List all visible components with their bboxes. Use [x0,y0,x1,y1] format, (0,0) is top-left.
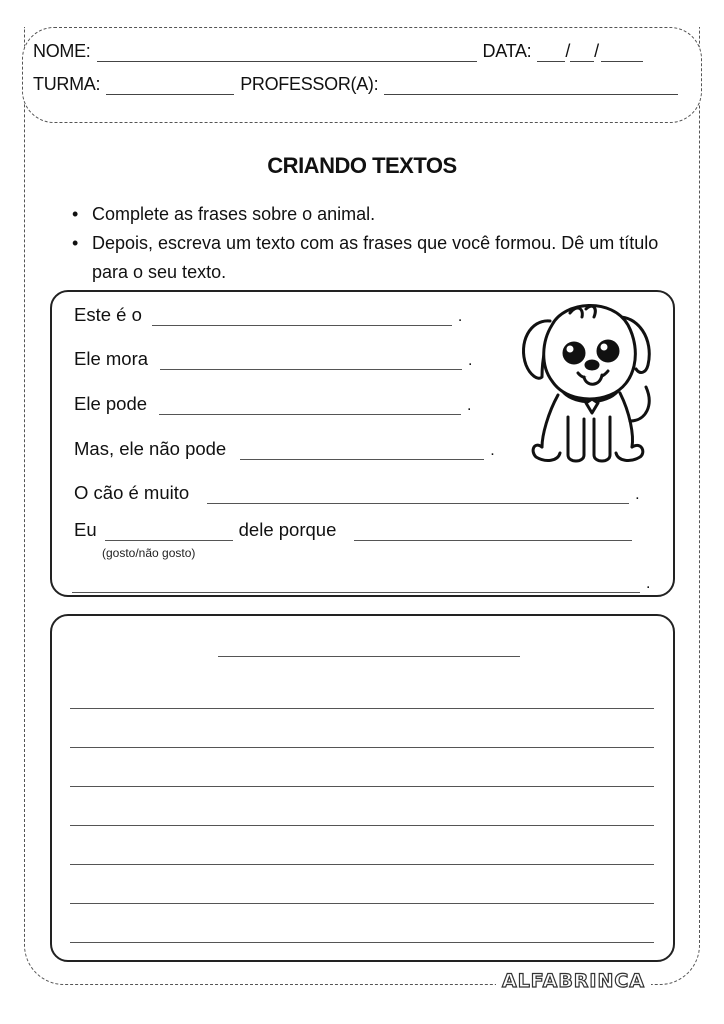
alfabrinca-logo: ALFABRINCA [496,970,651,992]
writing-line[interactable] [70,903,654,904]
like-answer-line[interactable] [105,522,233,541]
writing-line[interactable] [70,786,654,787]
answer-line[interactable] [72,574,640,593]
writing-box [50,614,675,962]
sentence-row [74,304,462,326]
sentence-prefix: Este é o [74,304,142,325]
writing-line[interactable] [70,708,654,709]
reason-answer-line[interactable] [354,522,632,541]
period: . [490,442,495,459]
teacher-label: PROFESSOR(A): [240,74,379,94]
answer-line[interactable] [240,441,484,460]
class-field[interactable] [106,78,234,95]
sentence-middle: dele porque [238,519,337,540]
period: . [635,486,640,503]
class-teacher-row [33,74,684,95]
sentence-row [74,393,472,415]
writing-line[interactable] [70,942,654,943]
answer-line[interactable] [152,307,452,326]
name-label: NOME: [33,41,91,61]
class-label: TURMA: [33,74,101,94]
instruction-item: • Depois, escreva um texto com as frases que você formou. Dê um título para o seu texto. [72,229,672,287]
answer-line[interactable] [159,396,461,415]
period: . [646,575,651,592]
date-month-field[interactable] [570,45,594,62]
date-separator: / [565,41,571,61]
name-field[interactable] [97,45,477,62]
period: . [468,352,473,369]
writing-line[interactable] [70,864,654,865]
student-info-header [22,27,702,123]
sentence-prefix: Ele mora [74,348,149,369]
period: . [467,397,472,414]
text-title-line[interactable] [218,656,520,657]
hint-text: (gosto/não gosto) [102,546,196,560]
date-label: DATA: [482,41,532,61]
instructions-list [72,200,672,287]
sentence-row [74,519,632,541]
sentence-row [74,348,472,370]
answer-line[interactable] [160,351,462,370]
sentence-prefix: Eu [74,519,97,540]
sentence-prefix: O cão é muito [74,482,190,503]
period: . [457,308,463,325]
sentence-row [74,482,640,504]
date-separator: / [594,41,599,61]
sentence-prefix: Ele pode [74,393,148,414]
puppy-icon [512,295,662,465]
date-day-field[interactable] [537,45,565,62]
sentence-continuation-row [72,574,650,593]
sentence-prefix: Mas, ele não pode [74,438,227,459]
writing-line[interactable] [70,747,654,748]
sentence-row [74,438,495,460]
page-title: CRIANDO TEXTOS [267,153,457,178]
answer-line[interactable] [207,485,629,504]
writing-line[interactable] [70,825,654,826]
instruction-item: • Complete as frases sobre o animal. [72,200,672,229]
date-year-field[interactable] [601,45,643,62]
name-date-row [33,41,649,62]
teacher-field[interactable] [384,78,678,95]
